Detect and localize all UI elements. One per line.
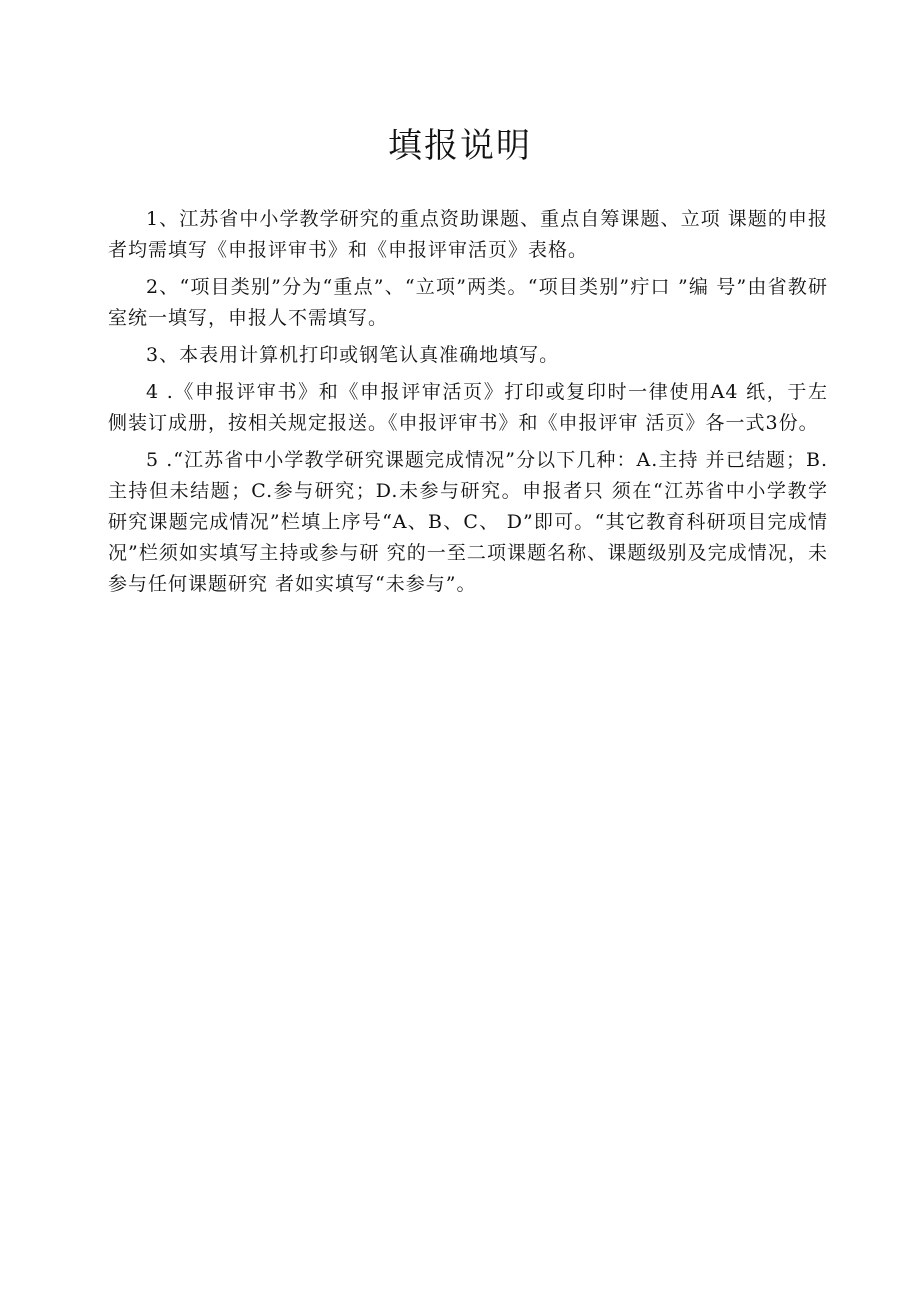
instructions-body [108, 204, 828, 606]
instruction-paragraph-2: 2、“项目类别”分为“重点”、“立项”两类。“项目类别”疔口 ”编 号”由省教研室统一填写，申报人不需填写。 [108, 276, 828, 329]
instruction-paragraph-3: 3、本表用计算机打印或钢笔认真准确地填写。 [146, 344, 560, 366]
page-title: 填报说明 [388, 126, 532, 166]
instruction-paragraph-5: 5 .“江苏省中小学教学研究课题完成情况”分以下几种：A.主持 并已结题；B.主持但未结题；C.参与研究；D.未参与研究。申报者只 须在“江苏省中小学教学研究课题完成情况”栏填上序号“A、B、C、 D”即可。“其它教育科研项目完成情况”栏须如实填写主持或参与研 究的一至二项课题名称、课题级别及完成情况，未参与任何课题研究 者如实填写“未参与”。 [108, 449, 828, 595]
instruction-paragraph-1: 1、江苏省中小学教学研究的重点资助课题、重点自筹课题、立项 课题的申报者均需填写《申报评审书》和《申报评审活页》表格。 [108, 208, 828, 261]
instruction-paragraph-4: 4 .《申报评审书》和《申报评审活页》打印或复印时一律使用A4 纸，于左侧装订成册，按相关规定报送。《申报评审书》和《申报评审 活页》各一式3份。 [108, 381, 828, 434]
